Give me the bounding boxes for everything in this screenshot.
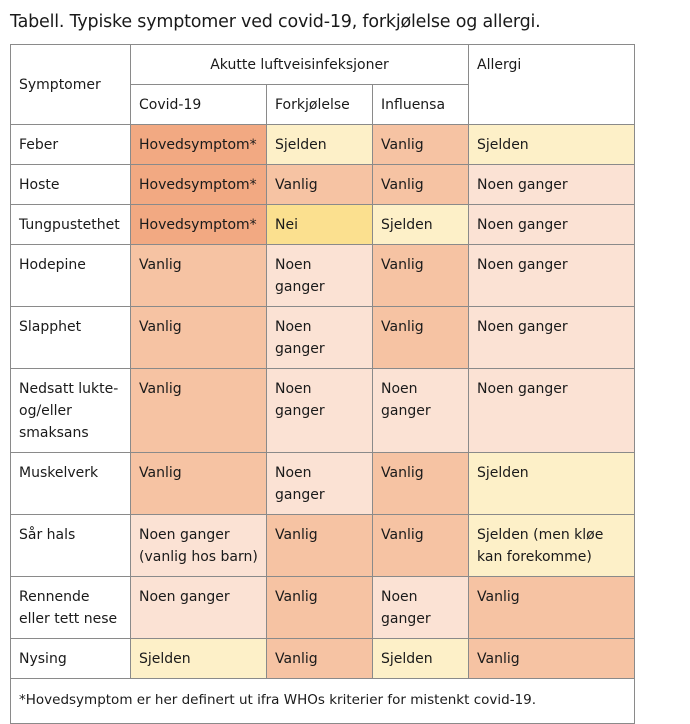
symptom-name: Hodepine [11, 245, 131, 307]
table-cell: Hovedsymptom* [131, 165, 267, 205]
table-cell: Vanlig [373, 307, 469, 369]
header-forkjolelse: Forkjølelse [267, 85, 373, 125]
table-row [11, 369, 635, 453]
symptom-name: Hoste [11, 165, 131, 205]
footnote-row [11, 679, 635, 724]
table-cell: Noen ganger [267, 453, 373, 515]
table-cell: Vanlig [267, 165, 373, 205]
table-row [11, 165, 635, 205]
table-cell: Vanlig [267, 515, 373, 577]
table-cell: Noen ganger [373, 369, 469, 453]
symptom-name: Rennende eller tett nese [11, 577, 131, 639]
table-cell: Hovedsymptom* [131, 205, 267, 245]
table-cell: Noen ganger [469, 165, 635, 205]
table-row [11, 515, 635, 577]
table-cell: Vanlig [373, 515, 469, 577]
table-cell: Sjelden [267, 125, 373, 165]
table-cell: Vanlig [267, 577, 373, 639]
table-cell: Noen ganger [469, 307, 635, 369]
table-title: Tabell. Typiske symptomer ved covid-19, forkjølelse og allergi. [10, 12, 541, 32]
table-cell: Sjelden [469, 125, 635, 165]
table-cell: Sjelden (men kløe kan forekomme) [469, 515, 635, 577]
symptom-name: Slapphet [11, 307, 131, 369]
table-cell: Noen ganger [469, 369, 635, 453]
table-cell: Vanlig [469, 577, 635, 639]
symptom-name: Feber [11, 125, 131, 165]
table-row [11, 577, 635, 639]
table-row [11, 639, 635, 679]
table-cell: Noen ganger [267, 369, 373, 453]
table-row [11, 205, 635, 245]
header-covid19: Covid-19 [131, 85, 267, 125]
table-cell: Sjelden [469, 453, 635, 515]
header-acute-respiratory-infections: Akutte luftveisinfeksjoner [131, 45, 469, 85]
footnote: *Hovedsymptom er her definert ut ifra WHOs kriterier for mistenkt covid-19. [11, 679, 635, 724]
symptom-name: Tungpustethet [11, 205, 131, 245]
table-cell: Vanlig [131, 453, 267, 515]
table-cell: Noen ganger [373, 577, 469, 639]
table-cell: Vanlig [373, 245, 469, 307]
header-influensa: Influensa [373, 85, 469, 125]
table-cell: Vanlig [469, 639, 635, 679]
table-cell: Noen ganger [469, 245, 635, 307]
table-row [11, 245, 635, 307]
symptom-name: Sår hals [11, 515, 131, 577]
table-cell: Vanlig [267, 639, 373, 679]
table-cell: Vanlig [131, 307, 267, 369]
table-cell: Sjelden [131, 639, 267, 679]
table-cell: Noen ganger (vanlig hos barn) [131, 515, 267, 577]
symptom-table [10, 44, 635, 724]
symptom-name: Muskelverk [11, 453, 131, 515]
header-symptoms: Symptomer [11, 45, 131, 125]
symptom-name: Nysing [11, 639, 131, 679]
table-row [11, 453, 635, 515]
table-cell: Noen ganger [469, 205, 635, 245]
table-cell: Noen ganger [267, 307, 373, 369]
symptom-name: Nedsatt lukte- og/eller smaksans [11, 369, 131, 453]
table-cell: Vanlig [373, 125, 469, 165]
table-cell: Hovedsymptom* [131, 125, 267, 165]
table-cell: Noen ganger [267, 245, 373, 307]
table-cell: Sjelden [373, 205, 469, 245]
table-cell: Nei [267, 205, 373, 245]
table-cell: Vanlig [373, 453, 469, 515]
table-cell: Noen ganger [131, 577, 267, 639]
table-row [11, 307, 635, 369]
header-allergy: Allergi [469, 45, 635, 125]
table-cell: Vanlig [373, 165, 469, 205]
table-cell: Vanlig [131, 245, 267, 307]
table-cell: Sjelden [373, 639, 469, 679]
table-cell: Vanlig [131, 369, 267, 453]
table-row [11, 125, 635, 165]
